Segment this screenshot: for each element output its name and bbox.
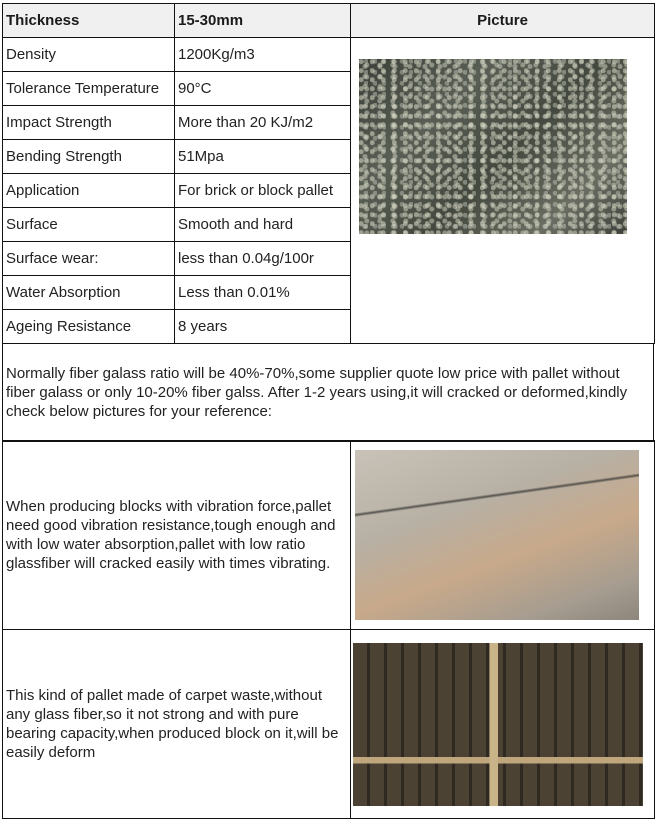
thickness-value: 15-30mm xyxy=(175,4,351,38)
case-picture-cell xyxy=(351,441,655,630)
vibration-crack-description: When producing blocks with vibration force,pallet need good vibration resistance,tough enough and with low water absorption,pallet with low ratio glassfiber will cracked easily with times vibrating. xyxy=(3,441,351,630)
spec-label: Surface wear: xyxy=(3,242,175,276)
spec-value: Less than 0.01% xyxy=(175,276,351,310)
spec-label: Density xyxy=(3,38,175,72)
spec-table xyxy=(2,3,655,344)
note-table xyxy=(2,343,654,442)
carpet-waste-description: This kind of pallet made of carpet waste,without any glass fiber,so it not strong and with pure bearing capacity,when produced block on it,will be easily deform xyxy=(3,630,351,819)
deformed-pallet-image xyxy=(353,643,643,806)
cracked-pallet-image xyxy=(355,450,639,620)
case-picture-cell xyxy=(351,630,655,819)
fiberglass-ratio-note: Normally fiber galass ratio will be 40%-70%,some supplier quote low price with pallet without fiber galass or only 10-20% fiber galss. After 1-2 years using,it will cracked or deformed,kindly check below pictures for your reference: xyxy=(3,343,654,441)
spec-label: Bending Strength xyxy=(3,140,175,174)
case-row xyxy=(3,441,655,630)
spec-header-row xyxy=(3,4,655,38)
spec-label: Impact Strength xyxy=(3,106,175,140)
spec-label: Tolerance Temperature xyxy=(3,72,175,106)
spec-label: Application xyxy=(3,174,175,208)
spec-value: 90°C xyxy=(175,72,351,106)
case-table xyxy=(2,440,655,819)
case-row xyxy=(3,630,655,819)
spec-value: 8 years xyxy=(175,310,351,344)
spec-value: For brick or block pallet xyxy=(175,174,351,208)
spec-label: Surface xyxy=(3,208,175,242)
spec-label: Water Absorption xyxy=(3,276,175,310)
spec-value: More than 20 KJ/m2 xyxy=(175,106,351,140)
spec-value: less than 0.04g/100r xyxy=(175,242,351,276)
spec-value: Smooth and hard xyxy=(175,208,351,242)
spec-value: 51Mpa xyxy=(175,140,351,174)
thickness-label: Thickness xyxy=(3,4,175,38)
pallet-texture-image xyxy=(359,59,627,234)
spec-label: Ageing Resistance xyxy=(3,310,175,344)
spec-row xyxy=(3,38,655,72)
picture-cell xyxy=(351,38,655,344)
spec-value: 1200Kg/m3 xyxy=(175,38,351,72)
picture-header: Picture xyxy=(351,4,655,38)
product-spec-document xyxy=(2,3,654,819)
